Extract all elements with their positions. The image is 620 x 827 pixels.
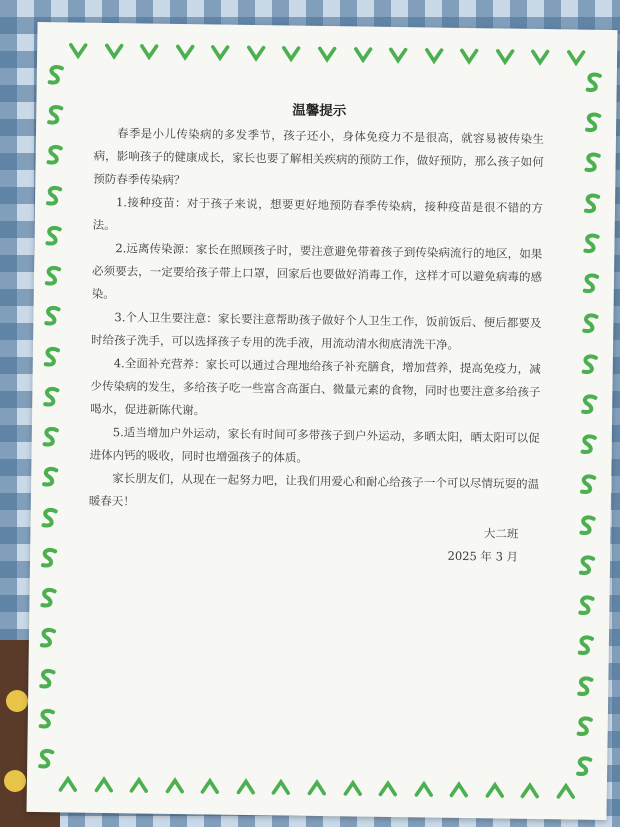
signature-block	[88, 517, 519, 569]
green-s-icon	[581, 110, 605, 136]
green-chevron-icon	[174, 41, 196, 63]
green-chevron-icon	[351, 43, 373, 65]
green-s-icon	[37, 545, 61, 571]
green-s-icon	[572, 754, 596, 780]
green-arrow-up-icon	[199, 775, 221, 797]
green-s-icon	[36, 585, 60, 611]
tip-avoid-source: 2.远离传染源：家长在照顾孩子时，要注意避免带着孩子到传染病流行的地区，如果必须要去，一定要给孩子带上口罩，回家后也要做好消毒工作，这样才可以避免病毒的感染。	[91, 241, 543, 302]
green-chevron-icon	[316, 43, 338, 65]
green-s-icon	[574, 593, 598, 619]
green-s-icon	[582, 70, 606, 96]
green-s-icon	[578, 311, 602, 337]
signature-date: 2025 年 3 月	[447, 548, 519, 564]
green-s-icon	[575, 552, 599, 578]
green-s-icon	[578, 351, 602, 377]
left-border	[33, 62, 69, 772]
green-s-icon	[575, 512, 599, 538]
paper-sheet	[27, 22, 618, 820]
tip-nutrition: 4.全面补充营养：家长可以通过合理地给孩子补充膳食，增加营养，提高免疫力，减少传染病的发生，多给孩子吃一些富含高蛋白、微量元素的食物，同时也要注意多给孩子喝水，促进新陈代谢。	[90, 356, 541, 418]
green-s-icon	[39, 424, 63, 450]
green-s-icon	[580, 150, 604, 176]
green-s-icon	[576, 472, 600, 498]
green-s-icon	[36, 625, 60, 651]
green-s-icon	[38, 464, 62, 490]
closing-paragraph: 家长朋友们，从现在一起努力吧，让我们用爱心和耐心给孩子一个可以尽情玩耍的温暖春天！	[88, 471, 540, 509]
green-s-icon	[44, 62, 68, 88]
green-s-icon	[579, 271, 603, 297]
green-chevron-icon	[529, 46, 551, 68]
green-s-icon	[577, 432, 601, 458]
top-border	[67, 36, 587, 71]
notice-body	[89, 97, 545, 519]
green-arrow-up-icon	[483, 779, 505, 801]
green-arrow-up-icon	[377, 778, 399, 800]
green-s-icon	[577, 391, 601, 417]
green-chevron-icon	[565, 46, 587, 68]
green-chevron-icon	[494, 45, 516, 67]
green-s-icon	[35, 666, 59, 692]
green-s-icon	[574, 633, 598, 659]
signature-class: 大二班	[483, 526, 519, 541]
green-s-icon	[41, 223, 65, 249]
green-chevron-icon	[423, 44, 445, 66]
bottom-border	[57, 770, 577, 805]
green-s-icon	[42, 143, 66, 169]
green-chevron-icon	[138, 40, 160, 62]
green-s-icon	[40, 344, 64, 370]
green-s-icon	[42, 183, 66, 209]
green-s-icon	[579, 231, 603, 257]
green-chevron-icon	[245, 42, 267, 64]
green-arrow-up-icon	[306, 777, 328, 799]
green-s-icon	[40, 303, 64, 329]
green-s-icon	[34, 746, 58, 772]
tip-vaccine: 1.接种疫苗：对于孩子来说，想要更好地预防春季传染病，接种疫苗是很不错的方法。	[92, 195, 544, 233]
green-s-icon	[41, 263, 65, 289]
green-chevron-icon	[209, 41, 231, 63]
tip-hygiene: 3.个人卫生要注意：家长要注意帮助孩子做好个人卫生工作，饭前饭后、便后都要及时给孩子洗手，可以选择孩子专用的洗手液，用流动清水彻底清洗干净。	[91, 310, 542, 352]
green-chevron-icon	[103, 40, 125, 62]
green-arrow-up-icon	[128, 774, 150, 796]
right-border	[571, 70, 607, 780]
green-arrow-up-icon	[57, 773, 79, 795]
green-s-icon	[573, 673, 597, 699]
green-arrow-up-icon	[555, 780, 577, 802]
green-chevron-icon	[458, 45, 480, 67]
green-s-icon	[580, 190, 604, 216]
tip-outdoor: 5.适当增加户外运动，家长有时间可多带孩子到户外运动，多晒太阳，晒太阳可以促进体内钙的吸收，同时也增强孩子的体质。	[89, 425, 540, 465]
green-chevron-icon	[387, 44, 409, 66]
green-arrow-up-icon	[341, 777, 363, 799]
green-arrow-up-icon	[92, 774, 114, 796]
green-chevron-icon	[67, 39, 89, 61]
green-arrow-up-icon	[448, 779, 470, 801]
green-s-icon	[43, 102, 67, 128]
notice-title: 温馨提示	[292, 102, 347, 120]
green-s-icon	[37, 505, 61, 531]
green-s-icon	[573, 713, 597, 739]
green-arrow-up-icon	[270, 776, 292, 798]
green-arrow-up-icon	[412, 778, 434, 800]
intro-paragraph: 春季是小儿传染病的多发季节，孩子还小，身体免疫力不是很高，就容易被传染生病，影响孩子的健康成长，家长也要了解相关疾病的预防工作，做好预防，那么孩子如何预防春季传染病？	[93, 126, 545, 188]
green-s-icon	[35, 706, 59, 732]
green-arrow-up-icon	[519, 780, 541, 802]
green-arrow-up-icon	[235, 776, 257, 798]
green-s-icon	[39, 384, 63, 410]
green-arrow-up-icon	[163, 775, 185, 797]
green-chevron-icon	[280, 42, 302, 64]
